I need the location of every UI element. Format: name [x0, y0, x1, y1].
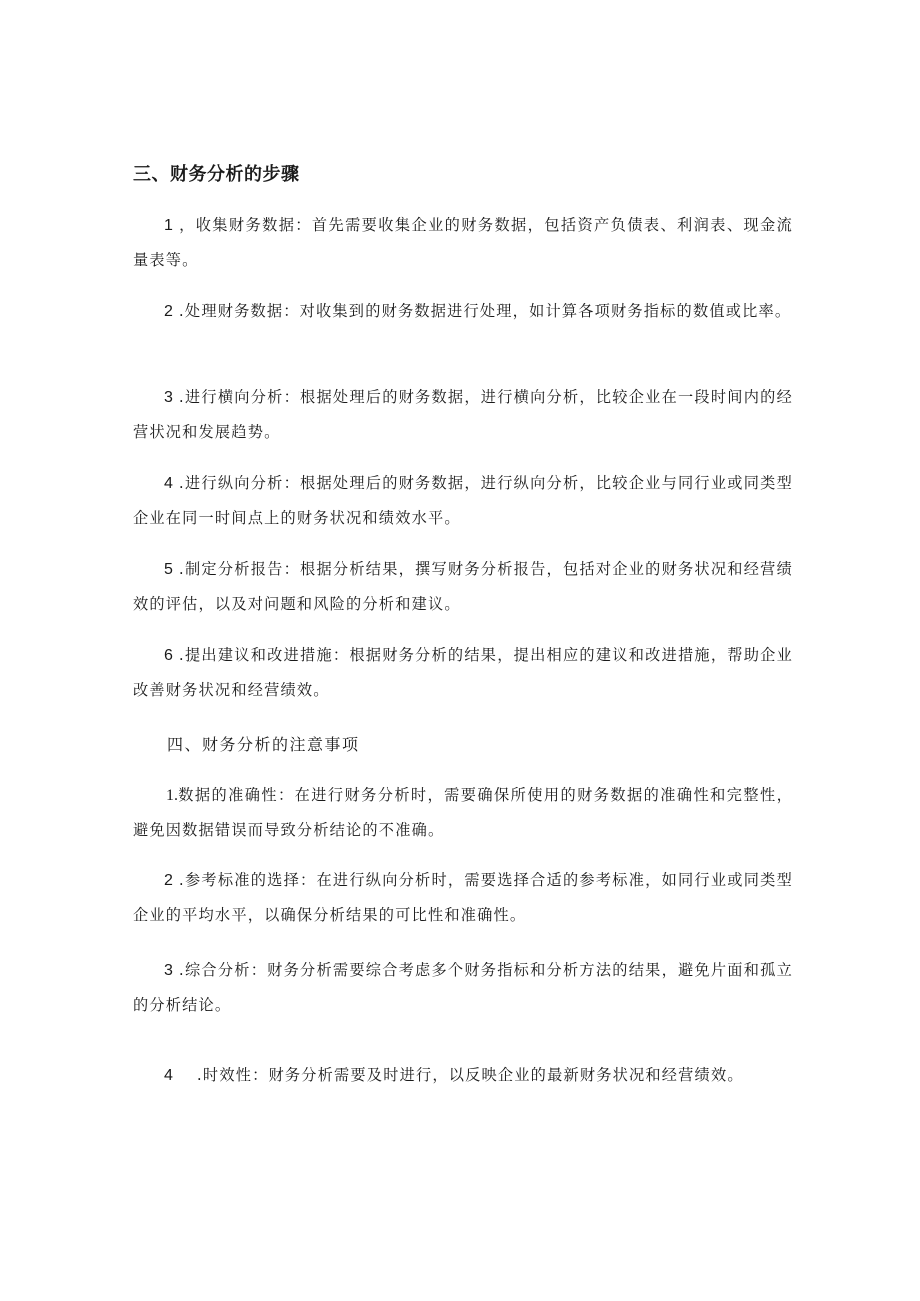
item-text: .参考标准的选择：在进行纵向分析时，需要选择合适的参考标准，如同行业或同类型企业的平均水平，以确保分析结果的可比性和准确性。: [133, 871, 793, 924]
section-4-item-2: [133, 863, 793, 933]
section-4-item-4: [133, 1058, 793, 1093]
section-3-item-1: [133, 208, 793, 278]
section-3-item-5: [133, 552, 793, 622]
item-text: .时效性：财务分析需要及时进行，以反映企业的最新财务状况和经营绩效。: [196, 1066, 744, 1084]
section-4-item-1: [133, 778, 793, 848]
section-4-heading: 四、财务分析的注意事项: [167, 735, 360, 754]
item-number: 3: [164, 962, 173, 979]
item-text: 数据的准确性：在进行财务分析时，需要确保所使用的财务数据的准确性和完整性，避免因数据错误而导致分析结论的不准确。: [133, 786, 793, 839]
item-number: 5: [164, 561, 173, 578]
item-text: .处理财务数据：对收集到的财务数据进行处理，如计算各项财务指标的数值或比率。: [178, 302, 792, 320]
item-number: 3: [164, 389, 173, 406]
section-3-item-3: [133, 380, 793, 450]
item-number: 6: [164, 647, 173, 664]
item-text: ，收集财务数据：首先需要收集企业的财务数据，包括资产负债表、利润表、现金流量表等。: [133, 216, 793, 269]
section-3-item-4: [133, 466, 793, 536]
section-3-item-2: [133, 294, 793, 329]
item-number: 2: [164, 872, 173, 889]
section-4-item-3: [133, 953, 793, 1023]
item-text: .制定分析报告：根据分析结果，撰写财务分析报告，包括对企业的财务状况和经营绩效的评估，以及对问题和风险的分析和建议。: [133, 560, 793, 613]
section-3-heading: 三、财务分析的步骤: [133, 164, 300, 185]
item-text: .进行横向分析：根据处理后的财务数据，进行横向分析，比较企业在一段时间内的经营状况和发展趋势。: [133, 388, 793, 441]
item-text: .综合分析：财务分析需要综合考虑多个财务指标和分析方法的结果，避免片面和孤立的分析结论。: [133, 961, 793, 1014]
item-text: .进行纵向分析：根据处理后的财务数据，进行纵向分析，比较企业与同行业或同类型企业在同一时间点上的财务状况和绩效水平。: [133, 474, 793, 527]
item-text: .提出建议和改进措施：根据财务分析的结果，提出相应的建议和改进措施，帮助企业改善财务状况和经营绩效。: [133, 646, 793, 699]
section-3-item-6: [133, 638, 793, 708]
item-number: 2: [164, 303, 173, 320]
item-number: 4: [164, 475, 173, 492]
item-number: 4: [164, 1067, 173, 1084]
item-number: 1.: [166, 787, 178, 804]
item-number: 1: [164, 217, 173, 234]
